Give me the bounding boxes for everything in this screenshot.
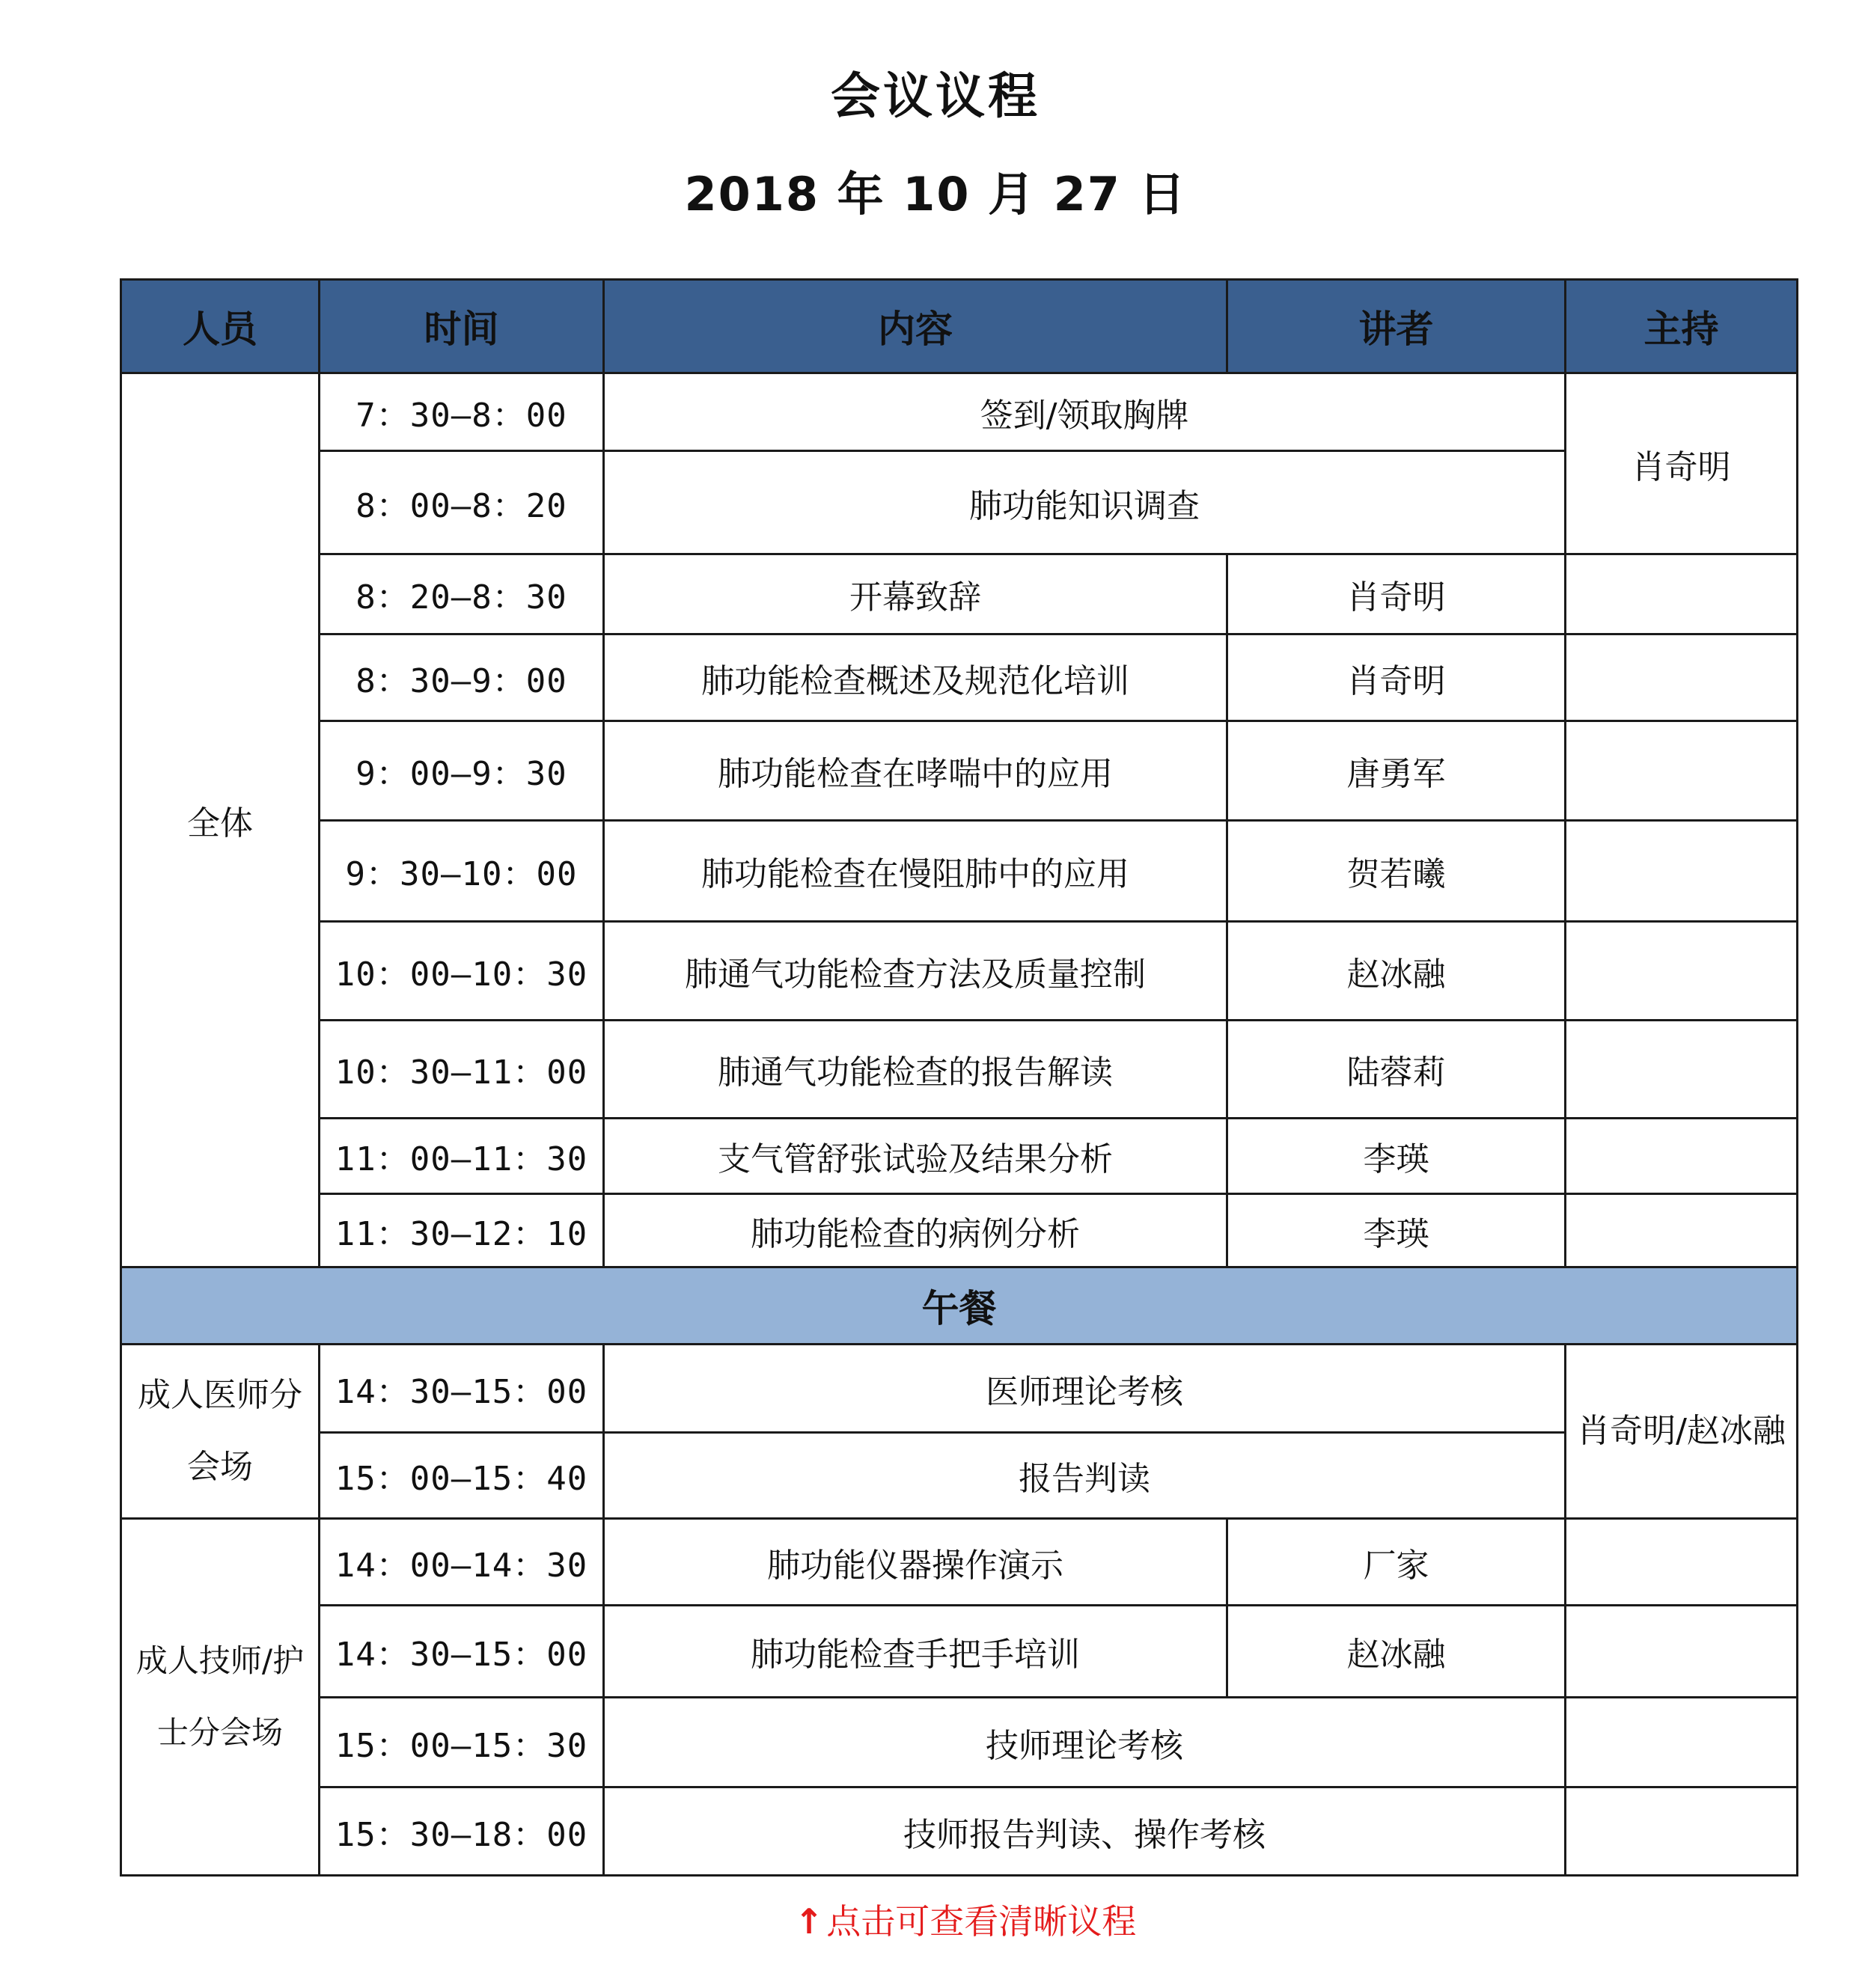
- row-host-empty: [1566, 721, 1798, 821]
- group-tech: 成人技师/护士分会场: [121, 1519, 320, 1876]
- row-host-empty: [1566, 821, 1798, 922]
- row-content: 肺通气功能检查的报告解读: [604, 1021, 1227, 1119]
- row-host-empty: [1566, 1787, 1798, 1876]
- row-host-empty: [1566, 1194, 1798, 1267]
- table-row: [121, 1194, 1798, 1267]
- row-speaker: 赵冰融: [1227, 1606, 1566, 1698]
- row-content: 签到/领取胸牌: [604, 373, 1566, 451]
- row-host-empty: [1566, 1698, 1798, 1787]
- col-header-time: 时间: [320, 280, 604, 373]
- row-time: 14：00—14：30: [320, 1519, 604, 1606]
- table-row: [121, 922, 1798, 1021]
- row-speaker: 肖奇明: [1227, 634, 1566, 721]
- row-speaker: 陆蓉莉: [1227, 1021, 1566, 1119]
- row-host-empty: [1566, 1519, 1798, 1606]
- row-time: 11：30—12：10: [320, 1194, 604, 1267]
- row-host-empty: [1566, 634, 1798, 721]
- row-speaker: 唐勇军: [1227, 721, 1566, 821]
- table-row: [121, 1519, 1798, 1606]
- row-host-empty: [1566, 922, 1798, 1021]
- row-content: 肺通气功能检查方法及质量控制: [604, 922, 1227, 1021]
- row-time: 7：30—8：00: [320, 373, 604, 451]
- col-header-speaker: 讲者: [1227, 280, 1566, 373]
- row-host-empty: [1566, 1021, 1798, 1119]
- arrow-up-icon: ↑: [794, 1901, 824, 1942]
- row-content: 报告判读: [604, 1433, 1566, 1519]
- host-morning: 肖奇明: [1566, 373, 1798, 554]
- col-header-content: 内容: [604, 280, 1227, 373]
- row-time: 14：30—15：00: [320, 1606, 604, 1698]
- row-host-empty: [1566, 1606, 1798, 1698]
- row-time: 8：00—8：20: [320, 451, 604, 554]
- table-row: [121, 1787, 1798, 1876]
- table-row: [121, 373, 1798, 451]
- lunch-label: 午餐: [121, 1267, 1798, 1345]
- row-time: 15：00—15：30: [320, 1698, 604, 1787]
- header-row: [121, 280, 1798, 373]
- host-doctor: 肖奇明/赵冰融: [1566, 1345, 1798, 1519]
- row-content: 肺功能检查手把手培训: [604, 1606, 1227, 1698]
- row-time: 8：20—8：30: [320, 554, 604, 634]
- table-row: [121, 634, 1798, 721]
- view-agenda-link[interactable]: [0, 1894, 1871, 1944]
- row-time: 8：30—9：00: [320, 634, 604, 721]
- row-content: 肺功能检查在慢阻肺中的应用: [604, 821, 1227, 922]
- row-time: 10：00—10：30: [320, 922, 604, 1021]
- row-content: 肺功能检查的病例分析: [604, 1194, 1227, 1267]
- row-content: 技师理论考核: [604, 1698, 1566, 1787]
- table-row: [121, 451, 1798, 554]
- row-time: 14：30—15：00: [320, 1345, 604, 1433]
- col-header-host: 主持: [1566, 280, 1798, 373]
- table-row: [121, 554, 1798, 634]
- group-all: 全体: [121, 373, 320, 1267]
- table-row: [121, 821, 1798, 922]
- row-time: 15：30—18：00: [320, 1787, 604, 1876]
- table-row: [121, 1433, 1798, 1519]
- row-host-empty: [1566, 1119, 1798, 1194]
- page-title: 会议议程: [831, 67, 1040, 125]
- row-content: 肺功能检查概述及规范化培训: [604, 634, 1227, 721]
- row-content: 肺功能检查在哮喘中的应用: [604, 721, 1227, 821]
- row-speaker: 赵冰融: [1227, 922, 1566, 1021]
- table-row: [121, 1021, 1798, 1119]
- table-row: [121, 1606, 1798, 1698]
- row-content: 开幕致辞: [604, 554, 1227, 634]
- row-time: 11：00—11：30: [320, 1119, 604, 1194]
- row-content: 技师报告判读、操作考核: [604, 1787, 1566, 1876]
- table-row: [121, 721, 1798, 821]
- row-speaker: 李瑛: [1227, 1194, 1566, 1267]
- table-row: [121, 1345, 1798, 1433]
- row-speaker: 贺若曦: [1227, 821, 1566, 922]
- row-content: 肺功能仪器操作演示: [604, 1519, 1227, 1606]
- row-speaker: 肖奇明: [1227, 554, 1566, 634]
- table-row: [121, 1698, 1798, 1787]
- agenda-date: 2018 年 10 月 27 日: [684, 167, 1187, 221]
- row-speaker: 厂家: [1227, 1519, 1566, 1606]
- row-time: 10：30—11：00: [320, 1021, 604, 1119]
- row-host-empty: [1566, 554, 1798, 634]
- row-time: 15：00—15：40: [320, 1433, 604, 1519]
- row-content: 医师理论考核: [604, 1345, 1566, 1433]
- row-time: 9：30—10：00: [320, 821, 604, 922]
- col-header-people: 人员: [121, 280, 320, 373]
- row-time: 9：00—9：30: [320, 721, 604, 821]
- table-row: [121, 1119, 1798, 1194]
- lunch-row: [121, 1267, 1798, 1345]
- agenda-table: [120, 278, 1798, 1877]
- view-agenda-label: 点击可查看清晰议程: [826, 1901, 1137, 1942]
- group-doctor: 成人医师分会场: [121, 1345, 320, 1519]
- row-speaker: 李瑛: [1227, 1119, 1566, 1194]
- row-content: 支气管舒张试验及结果分析: [604, 1119, 1227, 1194]
- row-content: 肺功能知识调查: [604, 451, 1566, 554]
